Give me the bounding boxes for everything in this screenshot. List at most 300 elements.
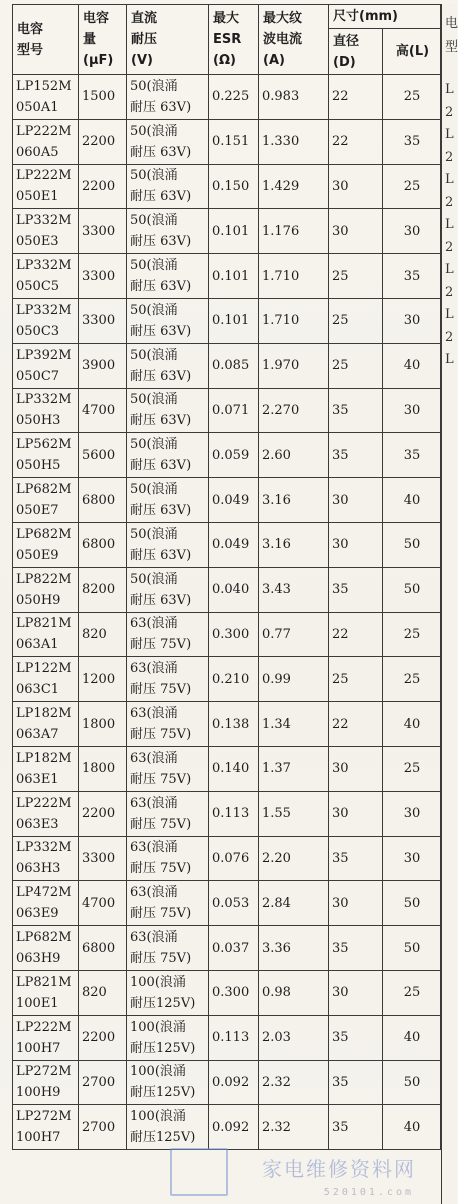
model-line2: 063A1 <box>16 637 59 653</box>
table-row <box>13 478 441 523</box>
model-line1: LP332M <box>16 258 72 274</box>
model-line1: LP682M <box>16 526 72 542</box>
cell-capacitance: 1800 <box>79 702 127 747</box>
cell-dc-voltage <box>127 567 209 612</box>
cell-esr: 0.053 <box>209 881 259 926</box>
cell-ripple: 1.37 <box>259 746 329 791</box>
table-row <box>13 164 441 209</box>
cell-capacitance: 3300 <box>79 209 127 254</box>
cell-diameter: 22 <box>329 702 383 747</box>
header-ripple-unit: (A) <box>263 53 285 68</box>
model-line1: LP332M <box>16 302 72 318</box>
voltage-line1: 50(浪涌 <box>130 347 178 363</box>
cell-esr: 0.092 <box>209 1105 259 1150</box>
cell-capacitance: 6800 <box>79 522 127 567</box>
cell-capacitance: 820 <box>79 612 127 657</box>
cell-dc-voltage <box>127 791 209 836</box>
voltage-line1: 50(浪涌 <box>130 123 178 139</box>
cell-dc-voltage <box>127 1015 209 1060</box>
cell-esr: 0.151 <box>209 119 259 164</box>
table-row <box>13 567 441 612</box>
side-fragment: 2 <box>445 194 454 210</box>
cell-model <box>13 836 79 881</box>
voltage-line1: 100(浪涌 <box>130 1109 186 1125</box>
cell-esr: 0.076 <box>209 836 259 881</box>
cell-model <box>13 657 79 702</box>
cell-height: 25 <box>383 657 441 702</box>
cell-diameter: 30 <box>329 746 383 791</box>
cell-model <box>13 567 79 612</box>
cell-height: 50 <box>383 926 441 971</box>
cell-capacitance: 6800 <box>79 926 127 971</box>
cell-model <box>13 1015 79 1060</box>
cell-diameter: 35 <box>329 388 383 433</box>
header-dc-voltage-unit: (V) <box>131 53 153 68</box>
voltage-line2: 耐压 63V) <box>130 189 192 205</box>
model-line2: 100H7 <box>16 1040 61 1056</box>
cell-model <box>13 388 79 433</box>
voltage-line1: 50(浪涌 <box>130 437 178 453</box>
header-ripple-line1: 最大纹 <box>263 11 303 26</box>
cell-model <box>13 298 79 343</box>
model-line1: LP182M <box>16 706 72 722</box>
cell-height: 40 <box>383 343 441 388</box>
watermark-box <box>170 1148 228 1196</box>
voltage-line1: 100(浪涌 <box>130 1064 186 1080</box>
cell-capacitance: 2700 <box>79 1060 127 1105</box>
cell-model <box>13 746 79 791</box>
watermark-url: 520101.com <box>323 1187 414 1198</box>
cell-dc-voltage <box>127 75 209 120</box>
voltage-line1: 63(浪涌 <box>130 885 178 901</box>
cell-dc-voltage <box>127 388 209 433</box>
voltage-line2: 耐压 75V) <box>130 861 192 877</box>
cell-esr: 0.071 <box>209 388 259 433</box>
cell-esr: 0.092 <box>209 1060 259 1105</box>
header-capacitance-line2: 量 <box>83 32 97 47</box>
cell-esr: 0.225 <box>209 75 259 120</box>
header-dc-voltage-line2: 耐压 <box>131 32 158 47</box>
voltage-line1: 63(浪涌 <box>130 661 178 677</box>
cell-esr: 0.138 <box>209 702 259 747</box>
header-model-line2: 型号 <box>17 42 44 58</box>
cell-esr: 0.040 <box>209 567 259 612</box>
cell-diameter: 35 <box>329 1105 383 1150</box>
model-line1: LP682M <box>16 482 72 498</box>
header-esr-unit: (Ω) <box>213 53 236 68</box>
cell-esr: 0.150 <box>209 164 259 209</box>
voltage-line2: 耐压125V) <box>130 1085 196 1101</box>
header-diameter <box>329 29 383 75</box>
table-row <box>13 612 441 657</box>
cell-dc-voltage <box>127 702 209 747</box>
cell-ripple: 1.429 <box>259 164 329 209</box>
model-line1: LP392M <box>16 347 72 363</box>
model-line1: LP332M <box>16 840 72 856</box>
cell-capacitance: 3300 <box>79 298 127 343</box>
cell-ripple: 2.20 <box>259 836 329 881</box>
table-row <box>13 522 441 567</box>
cell-diameter: 35 <box>329 1060 383 1105</box>
header-ripple-line2: 波电流 <box>263 32 303 47</box>
model-line2: 050C7 <box>16 368 60 384</box>
cell-ripple: 1.176 <box>259 209 329 254</box>
cell-model <box>13 343 79 388</box>
cell-dc-voltage <box>127 433 209 478</box>
model-line1: LP332M <box>16 392 72 408</box>
model-line1: LP562M <box>16 437 72 453</box>
cell-capacitance: 4700 <box>79 388 127 433</box>
model-line2: 050H9 <box>16 592 61 608</box>
cell-dc-voltage <box>127 209 209 254</box>
cell-capacitance: 4700 <box>79 881 127 926</box>
model-line2: 050C3 <box>16 323 60 339</box>
model-line2: 050E7 <box>16 503 59 519</box>
cell-model <box>13 522 79 567</box>
cell-dc-voltage <box>127 254 209 299</box>
cell-height: 30 <box>383 836 441 881</box>
cell-height: 35 <box>383 433 441 478</box>
voltage-line1: 63(浪涌 <box>130 706 178 722</box>
cell-esr: 0.049 <box>209 478 259 523</box>
cell-model <box>13 970 79 1015</box>
cell-capacitance: 820 <box>79 970 127 1015</box>
voltage-line1: 100(浪涌 <box>130 1019 186 1035</box>
cell-diameter: 25 <box>329 343 383 388</box>
model-line2: 050E9 <box>16 547 59 563</box>
model-line2: 063C1 <box>16 682 60 698</box>
cell-height: 40 <box>383 1015 441 1060</box>
header-esr-line2: ESR <box>213 32 242 47</box>
cell-dc-voltage <box>127 836 209 881</box>
cell-diameter: 30 <box>329 970 383 1015</box>
table-row <box>13 343 441 388</box>
watermark-text: 家电维修资料网 <box>262 1157 416 1181</box>
model-line1: LP682M <box>16 930 72 946</box>
cell-height: 35 <box>383 254 441 299</box>
cell-dc-voltage <box>127 298 209 343</box>
cell-ripple: 3.43 <box>259 567 329 612</box>
side-fragment: L <box>445 172 454 187</box>
side-fragment: L <box>445 352 454 367</box>
cell-dc-voltage <box>127 881 209 926</box>
cell-ripple: 1.330 <box>259 119 329 164</box>
model-line2: 063E1 <box>16 771 59 787</box>
cell-model <box>13 209 79 254</box>
cell-diameter: 35 <box>329 1015 383 1060</box>
cell-ripple: 1.710 <box>259 254 329 299</box>
cell-model <box>13 702 79 747</box>
table-row <box>13 1015 441 1060</box>
cell-height: 50 <box>383 881 441 926</box>
header-model-line1: 电容 <box>17 21 44 37</box>
voltage-line2: 耐压 75V) <box>130 637 192 653</box>
cell-diameter: 30 <box>329 881 383 926</box>
model-line1: LP272M <box>16 1064 72 1080</box>
cell-height: 25 <box>383 75 441 120</box>
model-line2: 050E1 <box>16 189 59 205</box>
model-line2: 063E9 <box>16 906 59 922</box>
side-fragment: L <box>445 307 454 322</box>
voltage-line1: 63(浪涌 <box>130 795 178 811</box>
cell-height: 25 <box>383 746 441 791</box>
cell-ripple: 1.710 <box>259 298 329 343</box>
cell-capacitance: 5600 <box>79 433 127 478</box>
cell-model <box>13 926 79 971</box>
cell-dc-voltage <box>127 657 209 702</box>
table-row <box>13 433 441 478</box>
cell-diameter: 25 <box>329 298 383 343</box>
voltage-line2: 耐压 75V) <box>130 951 192 967</box>
cell-ripple: 2.84 <box>259 881 329 926</box>
cell-dc-voltage <box>127 522 209 567</box>
cell-esr: 0.085 <box>209 343 259 388</box>
voltage-line1: 50(浪涌 <box>130 258 178 274</box>
cell-model <box>13 1105 79 1150</box>
cell-dc-voltage <box>127 164 209 209</box>
voltage-line2: 耐压125V) <box>130 995 196 1011</box>
table-row <box>13 1105 441 1150</box>
cell-model <box>13 433 79 478</box>
header-esr <box>209 5 259 75</box>
model-line2: 063H9 <box>16 951 61 967</box>
voltage-line2: 耐压 75V) <box>130 906 192 922</box>
cell-model <box>13 254 79 299</box>
header-dc-voltage-line1: 直流 <box>131 11 158 26</box>
cell-capacitance: 3300 <box>79 836 127 881</box>
cell-height: 35 <box>383 119 441 164</box>
cell-ripple: 2.03 <box>259 1015 329 1060</box>
voltage-line2: 耐压 63V) <box>130 234 192 250</box>
cell-ripple: 3.16 <box>259 522 329 567</box>
model-line2: 100E1 <box>16 995 59 1011</box>
cell-capacitance: 2200 <box>79 791 127 836</box>
cell-diameter: 35 <box>329 836 383 881</box>
voltage-line2: 耐压125V) <box>130 1040 196 1056</box>
cell-capacitance: 2200 <box>79 119 127 164</box>
voltage-line1: 50(浪涌 <box>130 392 178 408</box>
cell-esr: 0.140 <box>209 746 259 791</box>
model-line1: LP822M <box>16 571 72 587</box>
cell-height: 40 <box>383 1105 441 1150</box>
cell-diameter: 25 <box>329 657 383 702</box>
cell-capacitance: 3900 <box>79 343 127 388</box>
cell-esr: 0.049 <box>209 522 259 567</box>
voltage-line1: 100(浪涌 <box>130 974 186 990</box>
cell-diameter: 30 <box>329 164 383 209</box>
voltage-line2: 耐压 63V) <box>130 368 192 384</box>
cell-ripple: 3.16 <box>259 478 329 523</box>
cell-height: 30 <box>383 209 441 254</box>
voltage-line1: 50(浪涌 <box>130 213 178 229</box>
cell-dc-voltage <box>127 343 209 388</box>
header-size-group: 尺寸(mm) <box>329 5 441 29</box>
cell-diameter: 22 <box>329 119 383 164</box>
table-row <box>13 746 441 791</box>
voltage-line2: 耐压 63V) <box>130 99 192 115</box>
model-line1: LP472M <box>16 885 72 901</box>
model-line1: LP182M <box>16 750 72 766</box>
side-fragment: L <box>445 82 454 97</box>
capacitor-spec-table <box>12 4 441 1150</box>
cell-ripple: 0.98 <box>259 970 329 1015</box>
header-height: 高(L) <box>383 29 441 75</box>
model-line2: 063H3 <box>16 861 61 877</box>
model-line2: 050H5 <box>16 458 61 474</box>
cell-height: 25 <box>383 612 441 657</box>
side-fragment: 电 <box>445 16 458 31</box>
cell-diameter: 35 <box>329 433 383 478</box>
cell-esr: 0.113 <box>209 791 259 836</box>
cell-esr: 0.101 <box>209 254 259 299</box>
model-line2: 050A1 <box>16 99 59 115</box>
cell-model <box>13 119 79 164</box>
model-line2: 100H7 <box>16 1130 61 1146</box>
cell-ripple: 2.32 <box>259 1060 329 1105</box>
cell-esr: 0.300 <box>209 612 259 657</box>
voltage-line2: 耐压 63V) <box>130 547 192 563</box>
cell-height: 30 <box>383 791 441 836</box>
table-row <box>13 791 441 836</box>
cell-height: 25 <box>383 164 441 209</box>
header-capacitance-unit: (μF) <box>83 53 114 68</box>
cell-height: 50 <box>383 567 441 612</box>
model-line2: 050E3 <box>16 234 59 250</box>
table-row <box>13 388 441 433</box>
voltage-line2: 耐压 75V) <box>130 727 192 743</box>
model-line1: LP222M <box>16 795 72 811</box>
table-row <box>13 970 441 1015</box>
voltage-line2: 耐压 63V) <box>130 279 192 295</box>
voltage-line2: 耐压125V) <box>130 1130 196 1146</box>
cell-height: 30 <box>383 298 441 343</box>
cell-diameter: 35 <box>329 926 383 971</box>
cell-diameter: 30 <box>329 209 383 254</box>
table-row <box>13 209 441 254</box>
header-capacitance <box>79 5 127 75</box>
cell-capacitance: 3300 <box>79 254 127 299</box>
table-row <box>13 1060 441 1105</box>
cell-diameter: 25 <box>329 254 383 299</box>
cell-dc-voltage <box>127 1060 209 1105</box>
model-line2: 050H3 <box>16 413 61 429</box>
cell-esr: 0.101 <box>209 298 259 343</box>
voltage-line1: 50(浪涌 <box>130 168 178 184</box>
model-line1: LP152M <box>16 78 72 94</box>
cell-model <box>13 75 79 120</box>
cell-height: 40 <box>383 478 441 523</box>
voltage-line1: 63(浪涌 <box>130 840 178 856</box>
model-line2: 063E3 <box>16 816 59 832</box>
cell-ripple: 2.270 <box>259 388 329 433</box>
voltage-line1: 50(浪涌 <box>130 482 178 498</box>
model-line2: 063A7 <box>16 727 59 743</box>
cell-diameter: 22 <box>329 75 383 120</box>
cell-capacitance: 8200 <box>79 567 127 612</box>
voltage-line1: 63(浪涌 <box>130 930 178 946</box>
model-line1: LP122M <box>16 661 72 677</box>
model-line1: LP222M <box>16 1019 72 1035</box>
side-fragment: 2 <box>445 329 454 345</box>
cell-model <box>13 881 79 926</box>
cell-capacitance: 2200 <box>79 164 127 209</box>
cell-height: 50 <box>383 1060 441 1105</box>
header-model <box>13 5 79 75</box>
cell-ripple: 1.55 <box>259 791 329 836</box>
voltage-line1: 50(浪涌 <box>130 78 178 94</box>
model-line1: LP222M <box>16 168 72 184</box>
header-diameter-unit: (D) <box>333 54 356 70</box>
model-line1: LP272M <box>16 1109 72 1125</box>
table-row <box>13 119 441 164</box>
cell-diameter: 30 <box>329 522 383 567</box>
cell-diameter: 22 <box>329 612 383 657</box>
model-line1: LP821M <box>16 974 72 990</box>
cell-height: 30 <box>383 388 441 433</box>
cell-height: 50 <box>383 522 441 567</box>
voltage-line2: 耐压 63V) <box>130 458 192 474</box>
cell-diameter: 30 <box>329 791 383 836</box>
side-fragment: L <box>445 127 454 142</box>
cell-capacitance: 1200 <box>79 657 127 702</box>
model-line2: 050C5 <box>16 279 60 295</box>
voltage-line2: 耐压 63V) <box>130 503 192 519</box>
table-row <box>13 254 441 299</box>
cell-ripple: 0.99 <box>259 657 329 702</box>
cell-dc-voltage <box>127 746 209 791</box>
voltage-line1: 63(浪涌 <box>130 616 178 632</box>
voltage-line1: 50(浪涌 <box>130 526 178 542</box>
model-line1: LP222M <box>16 123 72 139</box>
cell-esr: 0.037 <box>209 926 259 971</box>
table-row <box>13 298 441 343</box>
table-row <box>13 836 441 881</box>
voltage-line2: 耐压 63V) <box>130 144 192 160</box>
cell-model <box>13 791 79 836</box>
model-line2: 100H9 <box>16 1085 61 1101</box>
cell-esr: 0.113 <box>209 1015 259 1060</box>
table-row <box>13 881 441 926</box>
cell-dc-voltage <box>127 1105 209 1150</box>
voltage-line2: 耐压 75V) <box>130 682 192 698</box>
cell-dc-voltage <box>127 119 209 164</box>
voltage-line2: 耐压 63V) <box>130 592 192 608</box>
cell-ripple: 2.60 <box>259 433 329 478</box>
cell-capacitance: 2200 <box>79 1015 127 1060</box>
side-fragment: 2 <box>445 149 454 165</box>
cell-esr: 0.300 <box>209 970 259 1015</box>
cell-diameter: 30 <box>329 478 383 523</box>
cell-capacitance: 6800 <box>79 478 127 523</box>
cell-dc-voltage <box>127 970 209 1015</box>
cell-dc-voltage <box>127 926 209 971</box>
cell-model <box>13 612 79 657</box>
cell-height: 25 <box>383 970 441 1015</box>
side-fragment: L <box>445 217 454 232</box>
cell-capacitance: 2700 <box>79 1105 127 1150</box>
voltage-line1: 50(浪涌 <box>130 571 178 587</box>
header-ripple <box>259 5 329 75</box>
voltage-line2: 耐压 63V) <box>130 413 192 429</box>
voltage-line2: 耐压 63V) <box>130 323 192 339</box>
cell-dc-voltage <box>127 478 209 523</box>
voltage-line2: 耐压 75V) <box>130 816 192 832</box>
cell-capacitance: 1800 <box>79 746 127 791</box>
side-fragment: 2 <box>445 104 454 120</box>
cell-model <box>13 164 79 209</box>
voltage-line2: 耐压 75V) <box>130 771 192 787</box>
model-line1: LP332M <box>16 213 72 229</box>
